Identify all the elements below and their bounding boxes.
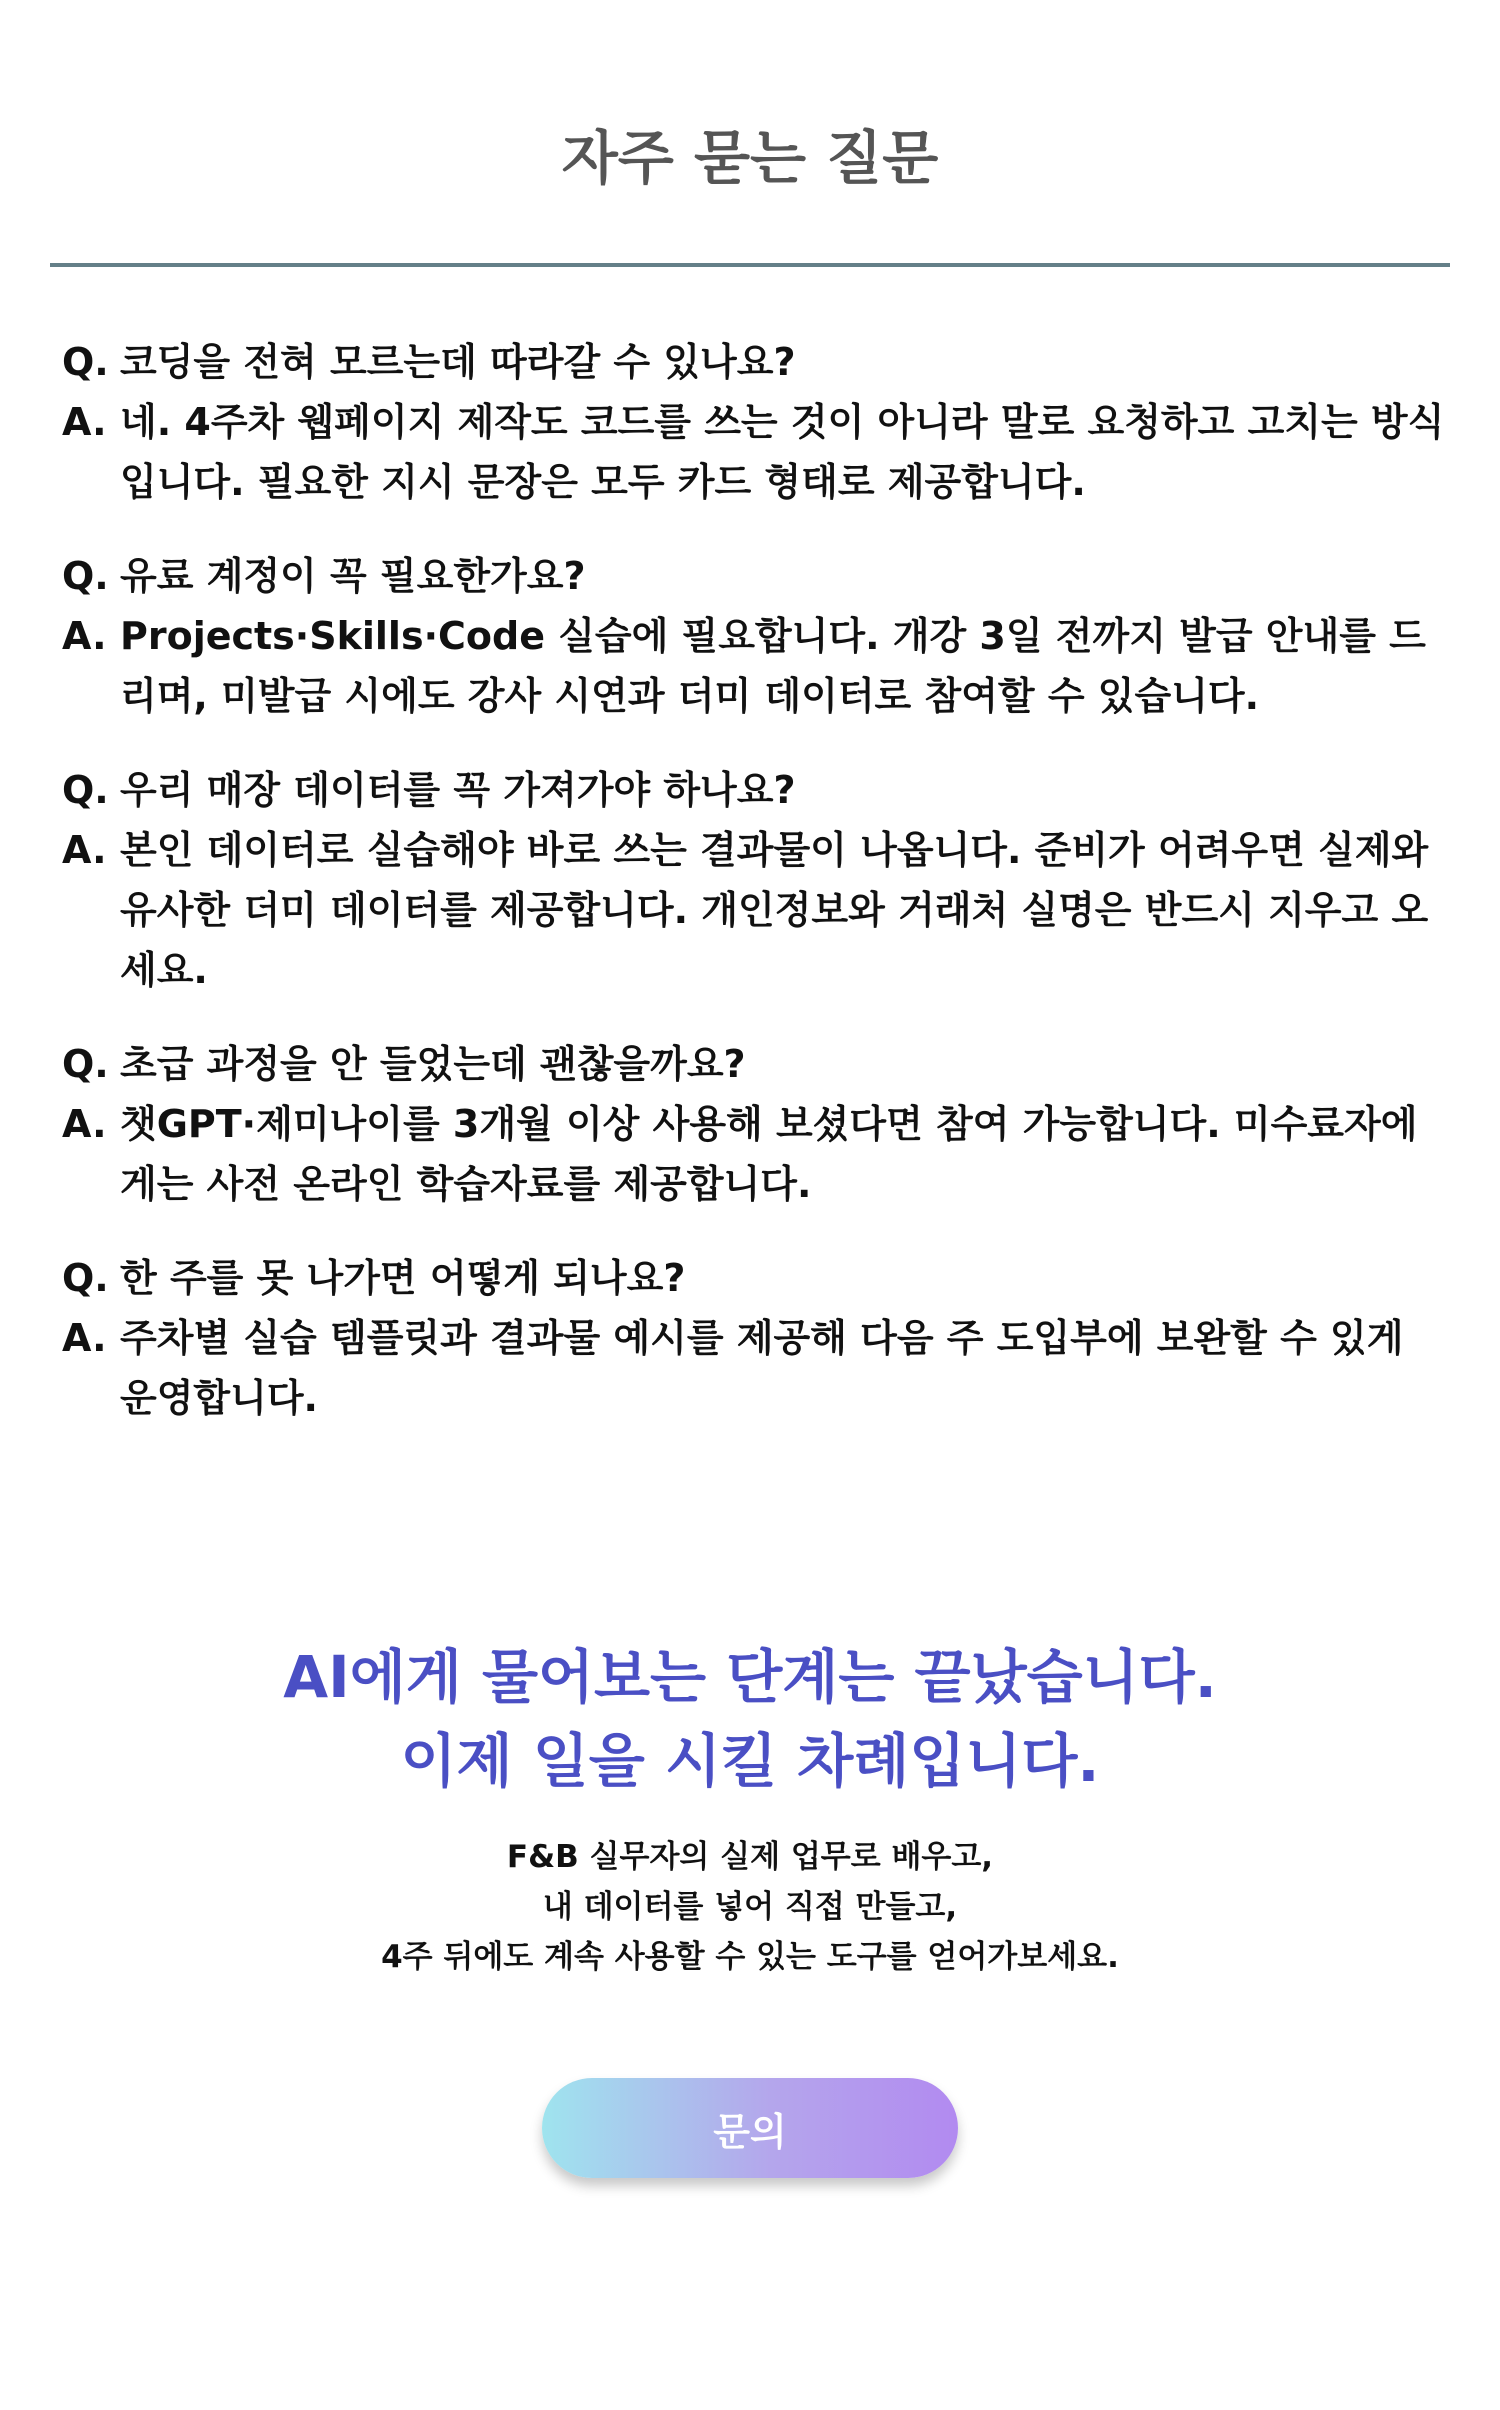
faq-item xyxy=(62,546,1452,726)
faq-question xyxy=(62,1034,1452,1094)
faq-answer xyxy=(62,1308,1452,1428)
cta-headline xyxy=(0,1635,1500,1803)
answer-text: 주차별 실습 템플릿과 결과물 예시를 제공해 다음 주 도입부에 보완할 수 있게 운영합니다. xyxy=(120,1316,1404,1420)
faq-question xyxy=(62,760,1452,820)
faq-answer xyxy=(62,392,1452,512)
faq-question xyxy=(62,1248,1452,1308)
question-text: 한 주를 못 나가면 어떻게 되나요? xyxy=(120,1256,686,1300)
cta-subtext-line: 내 데이터를 넣어 직접 만들고, xyxy=(542,1889,958,1925)
faq-answer xyxy=(62,1094,1452,1214)
faq-item xyxy=(62,332,1452,512)
question-prefix: Q. xyxy=(62,1042,109,1086)
question-text: 코딩을 전혀 모르는데 따라갈 수 있나요? xyxy=(120,340,796,384)
faq-question xyxy=(62,332,1452,392)
answer-text: 본인 데이터로 실습해야 바로 쓰는 결과물이 나옵니다. 준비가 어려우면 실제와 유사한 더미 데이터를 제공합니다. 개인정보와 거래처 실명은 반드시 지우고 오세요. xyxy=(120,828,1429,992)
answer-prefix: A. xyxy=(62,828,107,872)
faq-item xyxy=(62,1034,1452,1214)
cta-headline-line: 이제 일을 시킬 차례입니다. xyxy=(400,1727,1100,1795)
answer-prefix: A. xyxy=(62,1102,107,1146)
faq-question xyxy=(62,546,1452,606)
answer-prefix: A. xyxy=(62,400,107,444)
question-text: 초급 과정을 안 들었는데 괜찮을까요? xyxy=(120,1042,746,1086)
inquiry-button[interactable]: 문의 xyxy=(542,2078,958,2178)
question-prefix: Q. xyxy=(62,554,109,598)
question-prefix: Q. xyxy=(62,1256,109,1300)
cta-subtext-line: 4주 뒤에도 계속 사용할 수 있는 도구를 얻어가보세요. xyxy=(381,1939,1119,1975)
answer-text: 챗GPT·제미나이를 3개월 이상 사용해 보셨다면 참여 가능합니다. 미수료자에게는 사전 온라인 학습자료를 제공합니다. xyxy=(120,1102,1418,1206)
answer-prefix: A. xyxy=(62,614,107,658)
faq-list xyxy=(62,332,1452,1462)
question-text: 우리 매장 데이터를 꼭 가져가야 하나요? xyxy=(120,768,796,812)
question-prefix: Q. xyxy=(62,768,109,812)
question-prefix: Q. xyxy=(62,340,109,384)
faq-item xyxy=(62,760,1452,1000)
faq-item xyxy=(62,1248,1452,1428)
cta-subtext xyxy=(0,1832,1500,1982)
faq-answer xyxy=(62,606,1452,726)
title-divider xyxy=(50,263,1450,267)
answer-prefix: A. xyxy=(62,1316,107,1360)
cta-subtext-line: F&B 실무자의 실제 업무로 배우고, xyxy=(506,1839,994,1875)
question-text: 유료 계정이 꼭 필요한가요? xyxy=(120,554,586,598)
cta-headline-line: AI에게 물어보는 단계는 끝났습니다. xyxy=(283,1643,1217,1711)
answer-text: Projects·Skills·Code 실습에 필요합니다. 개강 3일 전까지 발급 안내를 드리며, 미발급 시에도 강사 시연과 더미 데이터로 참여할 수 있습니다. xyxy=(120,614,1426,718)
page-title: 자주 묻는 질문 xyxy=(561,124,939,192)
answer-text: 네. 4주차 웹페이지 제작도 코드를 쓰는 것이 아니라 말로 요청하고 고치는 방식입니다. 필요한 지시 문장은 모두 카드 형태로 제공합니다. xyxy=(120,400,1445,504)
faq-answer xyxy=(62,820,1452,1000)
